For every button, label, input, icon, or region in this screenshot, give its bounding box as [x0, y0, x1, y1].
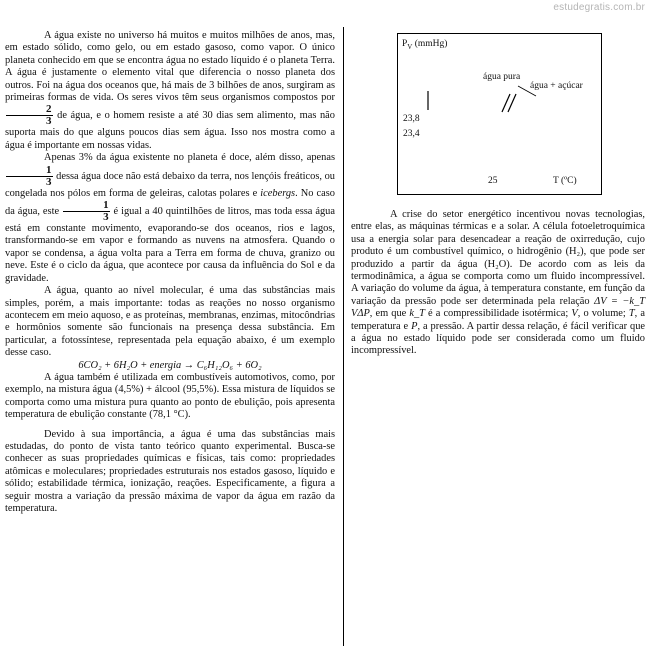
left-column — [5, 30, 335, 515]
sugar-label-pointer — [518, 86, 536, 96]
fraction-one-third: $\frac{1}{3}$ — [6, 165, 53, 188]
compressibility-relation: ΔV = −k_T VΔP — [351, 295, 646, 320]
column-divider — [343, 27, 344, 646]
paragraph-4: A água também é utilizada em combustíveis automotivos, como, por exemplo, na mistura água (4,5%) + álcool (95,5%). Essa mistura de líquidos se comporta como uma mistura pura quanto ao ponto de ebulição, pois apresenta temperatura de ebulição constante (78,1 °C). — [5, 371, 335, 421]
figure-x-label: T (ºC) — [553, 176, 577, 186]
vapor-pressure-figure — [397, 33, 602, 195]
figure-y-label: $P_V$ (mmHg) — [402, 39, 448, 51]
right-paragraph: A crise do setor energético incentivou novas tecnologias, entre elas, as máquinas térmicas e a solar. A célula fotoeletroquímica usa a energia solar para desencadear a reação de oxirredução, cujo produto é um combustível químico, o hidrogênio (H₂), que pode ser produzido a partir da água (H₂O). De acordo com as leis da termodinâmica, a água se comporta como um fluido incompressível. A variação do volume da água, à temperatura constante, em função da variação da pressão pode ser determinada pela relação ΔV = −k_T VΔP, em que k_T é a compressibilidade isotérmica; V, o volume; T, a temperatura e P, a pressão. A partir dessa relação, é fácil verificar que a água no estado líquido pode ser considerada como um fluido incompressível. — [351, 209, 646, 357]
figure-lines — [398, 34, 601, 194]
right-column — [351, 209, 645, 358]
figure-label-water-sugar: água + açúcar — [530, 81, 583, 91]
figure-x-tick: 25 — [488, 176, 498, 186]
fraction-one-third-2: $\frac{1}{3}$ — [63, 200, 110, 223]
paragraph-2: Apenas 3% da água existente no planeta é doce, além disso, apenas $\frac{1}{3}$ dessa água doce não está debaixo da terra, nos lençóis freáticos, ou congelada nos pólos em forma de geleiras, calotas polares e icebergs. No caso da água, este $\frac{1}{3}$ é igual a 40 quintilhões de litros, mas toda essa água está em constante movimento, evaporando-se dos oceanos, rios e lagos, transformando-se em vapor e formando as nuvens na atmosfera. Quando o vapor se condensa, a água volta para a Terra em forma de chuva, granizo ou neve. Este é o ciclo da água, que acontece por causa da influência do Sol e da gravidade. — [5, 152, 335, 284]
figure-y-tick-high: 23,8 — [403, 114, 420, 124]
paragraph-5: Devido à sua importância, a água é uma das substâncias mais estudadas, do ponto de vista tanto teórico quanto experimental. Busca-se conhecer as suas propriedades químicas e físicas, tais como: propriedades atômicas e moleculares; propriedades estruturais nos estados gasoso, líquido e sólido; estabilidade térmica, ionização, reações. Especificamente, a figura a seguir mostra a variação da pressão máxima de vapor da água em razão da temperatura. — [5, 428, 335, 514]
paragraph-1-end: de água, e o homem resiste a até 30 dias sem alimento, mas não suporta mais do que alguns poucos dias sem água. Isso nos mostra como a água é importante em nossas vidas. — [5, 110, 335, 151]
paragraph-1 — [5, 30, 335, 152]
paragraph-1-text: A água existe no universo há muitos e muitos milhões de anos, mas, em estado sólido, como gelo, ou em estado gasoso, como vapor. O único planeta conhecido em que se encontra água no estado líquido é o planeta Terra. A água é justamente o elemento vital que diferencia o nosso planeta dos outros. Foi na água dos oceanos que, há mais de 3 bilhões de anos, surgiram as primeiras formas de vida. Os seres vivos têm seus organismos compostos por — [5, 30, 335, 104]
figure-y-tick-low: 23,4 — [403, 129, 420, 139]
figure-label-pure-water: água pura — [483, 72, 521, 82]
paragraph-3: A água, quanto ao nível molecular, é uma das substâncias mais simples, porém, a mais importante: todas as reações no nosso organismo acontecem em meio aquoso, e as proteínas, membranas, enzimas, mitocôndrias e hormônios somente são funcionais na presença dessa substância. Em particular, a fotossíntese, representada pela equação abaixo, é um exemplo desse caso. — [5, 285, 335, 359]
photosynthesis-equation: 6CO₂ + 6H₂O + energia → C₆H₁₂O₆ + 6O₂ — [78, 359, 262, 371]
fraction-two-thirds: $\frac{2}{3}$ — [6, 104, 53, 127]
site-watermark: estudegratis.com.br — [553, 2, 645, 13]
